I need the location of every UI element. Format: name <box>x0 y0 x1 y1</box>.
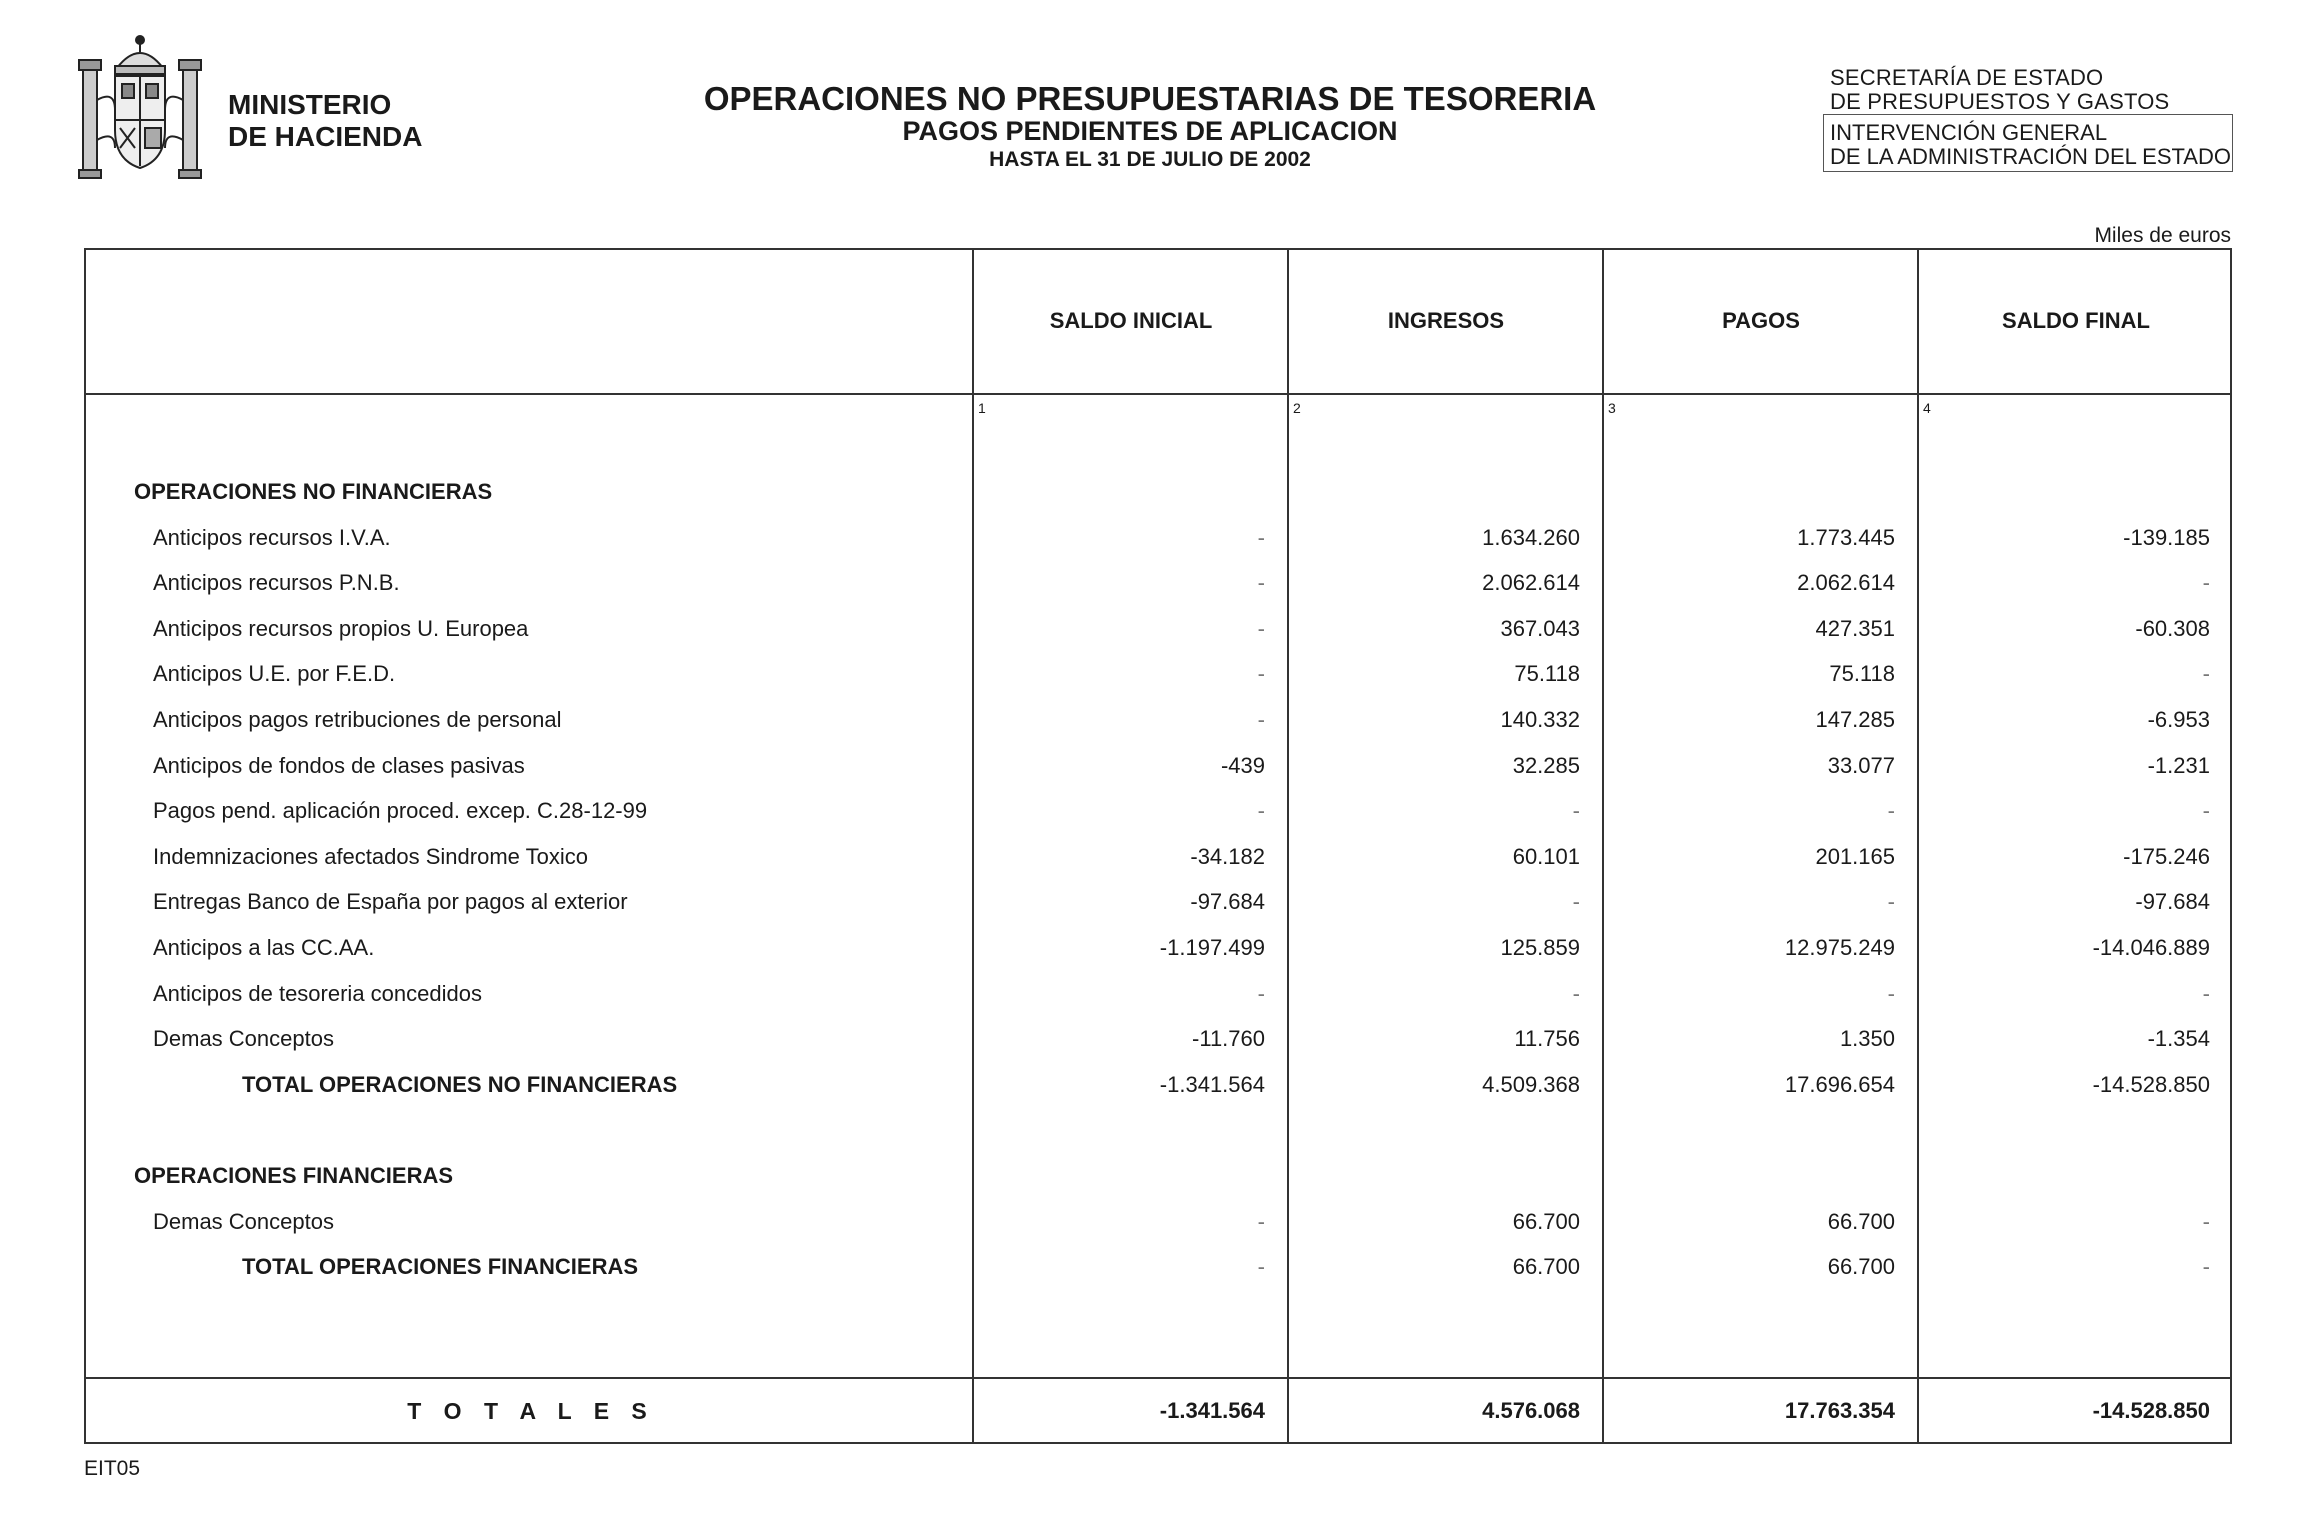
table-cell: - <box>1257 1254 1265 1279</box>
table-cell: - <box>1257 981 1265 1006</box>
column-header-pagos: PAGOS <box>1722 308 1800 333</box>
table-cell: 427.351 <box>1815 616 1895 641</box>
intervencion-line1: INTERVENCIÓN GENERAL <box>1830 120 2108 145</box>
table-cell: - <box>2202 570 2210 595</box>
table-cell: 17.696.654 <box>1784 1072 1895 1097</box>
column-header-saldo-final: SALDO FINAL <box>2002 308 2150 333</box>
table-cell: -34.182 <box>1190 844 1265 869</box>
row-label: Anticipos U.E. por F.E.D. <box>153 661 396 686</box>
table-cell: -6.953 <box>2147 707 2210 732</box>
table-cell: 2.062.614 <box>1797 570 1895 595</box>
table-cell: - <box>1257 570 1265 595</box>
table-cell: 2.062.614 <box>1482 570 1580 595</box>
row-label: Anticipos recursos propios U. Europea <box>153 616 529 641</box>
column-number: 4 <box>1923 400 1931 416</box>
table-cell: -175.246 <box>2123 844 2210 869</box>
table-cell: 75.118 <box>1829 661 1895 686</box>
column-number: 2 <box>1293 400 1301 416</box>
table-cell: 201.165 <box>1815 844 1895 869</box>
table-cell: - <box>1887 889 1895 914</box>
table-cell: 1.634.260 <box>1482 525 1580 550</box>
table-cell: - <box>2202 1254 2210 1279</box>
table-cell: -97.684 <box>1190 889 1265 914</box>
row-label: Entregas Banco de España por pagos al exterior <box>153 889 628 914</box>
row-label: Anticipos de tesoreria concedidos <box>153 981 482 1006</box>
table-cell: -439 <box>1220 753 1265 778</box>
table-cell: -97.684 <box>2135 889 2210 914</box>
table-cell: 33.077 <box>1827 753 1895 778</box>
table-cell: - <box>1257 1209 1265 1234</box>
column-header-saldo-inicial: SALDO INICIAL <box>1049 308 1213 333</box>
row-label: Anticipos pagos retribuciones de personal <box>153 707 562 732</box>
table-cell: - <box>2202 798 2210 823</box>
table-cell: -139.185 <box>2123 525 2210 550</box>
row-label: Indemnizaciones afectados Sindrome Toxico <box>153 844 588 869</box>
subtotal-label: TOTAL OPERACIONES NO FINANCIERAS <box>242 1072 678 1097</box>
totals-divider <box>84 1377 2232 1379</box>
report-title: OPERACIONES NO PRESUPUESTARIAS DE TESORERIA <box>703 80 1597 117</box>
intervencion-line2: DE LA ADMINISTRACIÓN DEL ESTADO <box>1830 144 2231 169</box>
table-cell: 66.700 <box>1512 1209 1580 1234</box>
section-heading: OPERACIONES FINANCIERAS <box>134 1163 454 1188</box>
table-cell: 66.700 <box>1512 1254 1580 1279</box>
footer-code: EIT05 <box>84 1457 141 1480</box>
table-cell: - <box>1257 798 1265 823</box>
table-cell: 60.101 <box>1512 844 1580 869</box>
column-divider <box>972 248 974 1444</box>
column-header-ingresos: INGRESOS <box>1387 308 1505 333</box>
table-cell: -1.354 <box>2147 1026 2210 1051</box>
table-cell: - <box>1572 798 1580 823</box>
table-cell: -14.528.850 <box>2092 1072 2210 1097</box>
subtotal-label: TOTAL OPERACIONES FINANCIERAS <box>242 1254 639 1279</box>
table-cell: 140.332 <box>1500 707 1580 732</box>
table-cell: 12.975.249 <box>1784 935 1895 960</box>
ministry-name-line1: MINISTERIO <box>228 89 392 120</box>
table-cell: 367.043 <box>1500 616 1580 641</box>
table-cell: 75.118 <box>1514 661 1580 686</box>
table-cell: 1.350 <box>1839 1026 1895 1051</box>
column-divider <box>1602 248 1604 1444</box>
report-date: HASTA EL 31 DE JULIO DE 2002 <box>989 148 1311 171</box>
table-cell: 11.756 <box>1514 1026 1580 1051</box>
row-label: Anticipos recursos I.V.A. <box>153 525 391 550</box>
totals-value: -1.341.564 <box>1159 1398 1265 1423</box>
section-heading: OPERACIONES NO FINANCIERAS <box>134 479 493 504</box>
table-cell: -1.231 <box>2147 753 2210 778</box>
table-cell: - <box>1572 889 1580 914</box>
totals-value: 17.763.354 <box>1784 1398 1895 1423</box>
row-label: Demas Conceptos <box>153 1026 334 1051</box>
table-cell: -14.046.889 <box>2092 935 2210 960</box>
table-cell: - <box>2202 1209 2210 1234</box>
column-number: 1 <box>978 400 986 416</box>
ministry-name-line2: DE HACIENDA <box>228 121 423 152</box>
table-cell: -1.197.499 <box>1159 935 1265 960</box>
table-cell: 1.773.445 <box>1797 525 1895 550</box>
table-cell: - <box>1257 525 1265 550</box>
row-label: Anticipos de fondos de clases pasivas <box>153 753 525 778</box>
row-label: Demas Conceptos <box>153 1209 334 1234</box>
table-cell: - <box>1257 707 1265 732</box>
totals-label: T O T A L E S <box>407 1398 655 1424</box>
table-cell: - <box>1257 661 1265 686</box>
secretaria-line2: DE PRESUPUESTOS Y GASTOS <box>1830 89 2170 114</box>
report-subtitle: PAGOS PENDIENTES DE APLICACION <box>902 116 1398 146</box>
table-cell: -60.308 <box>2135 616 2210 641</box>
column-divider <box>1917 248 1919 1444</box>
header-divider <box>84 393 2232 395</box>
table-cell: - <box>1887 981 1895 1006</box>
table-cell: 147.285 <box>1815 707 1895 732</box>
units-label: Miles de euros <box>2094 224 2231 247</box>
totals-value: -14.528.850 <box>2092 1398 2210 1423</box>
row-label: Pagos pend. aplicación proced. excep. C.28-12-99 <box>153 798 648 823</box>
table-cell: 4.509.368 <box>1482 1072 1580 1097</box>
secretaria-line1: SECRETARÍA DE ESTADO <box>1830 65 2104 90</box>
table-cell: - <box>2202 981 2210 1006</box>
row-label: Anticipos recursos P.N.B. <box>153 570 400 595</box>
table-cell: - <box>1887 798 1895 823</box>
table-cell: 125.859 <box>1500 935 1580 960</box>
royal-coat-of-arms-icon <box>75 30 205 185</box>
row-label: Anticipos a las CC.AA. <box>153 935 375 960</box>
column-number: 3 <box>1608 400 1616 416</box>
table-cell: - <box>1572 981 1580 1006</box>
totals-value: 4.576.068 <box>1482 1398 1580 1423</box>
table-cell: 66.700 <box>1827 1209 1895 1234</box>
table-cell: -1.341.564 <box>1159 1072 1265 1097</box>
column-divider <box>1287 248 1289 1444</box>
table-cell: - <box>2202 661 2210 686</box>
table-cell: -11.760 <box>1192 1026 1265 1051</box>
table-cell: 32.285 <box>1512 753 1580 778</box>
table-cell: 66.700 <box>1827 1254 1895 1279</box>
table-cell: - <box>1257 616 1265 641</box>
